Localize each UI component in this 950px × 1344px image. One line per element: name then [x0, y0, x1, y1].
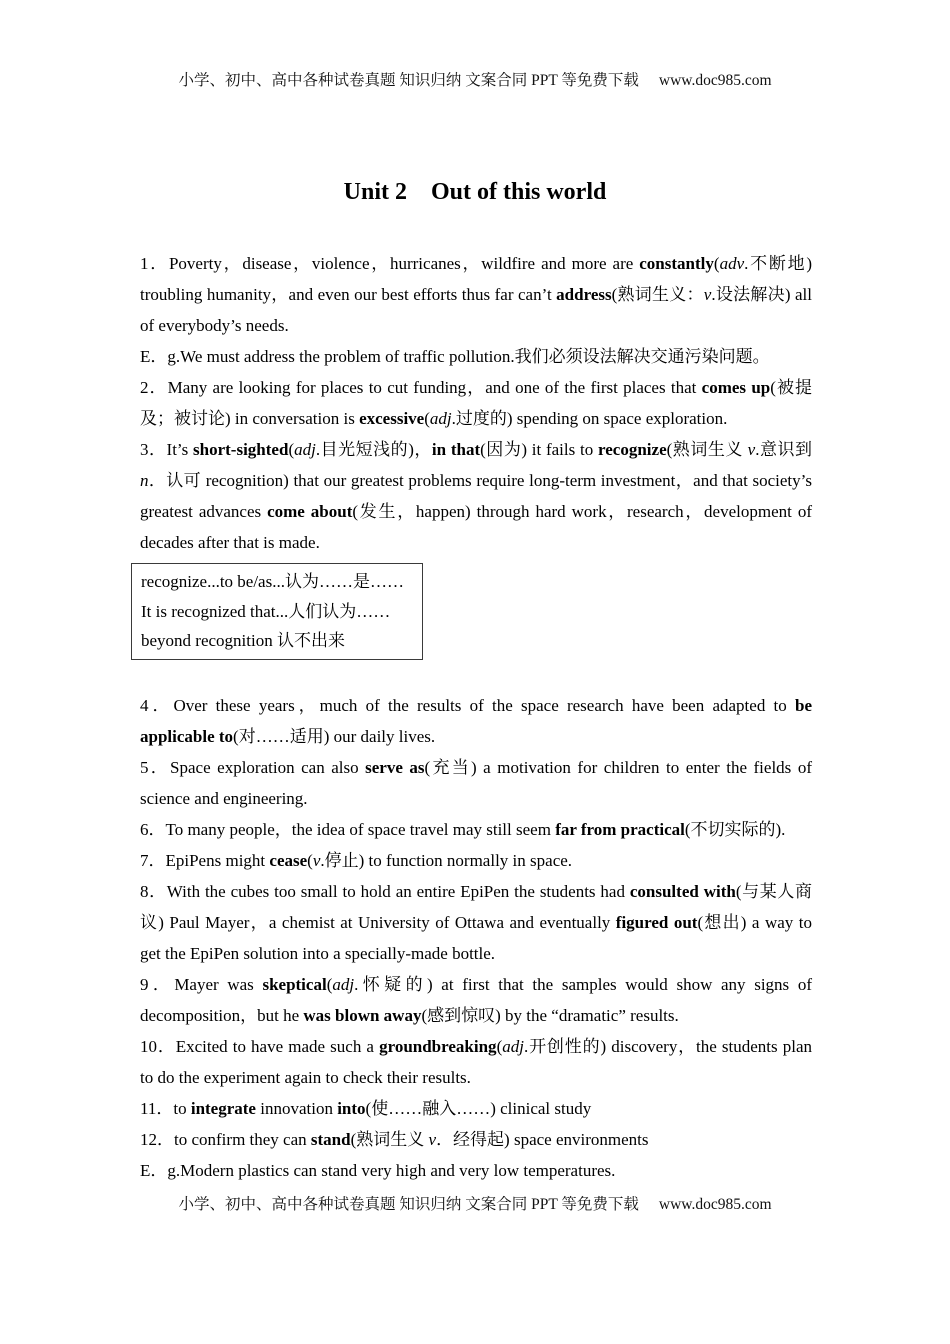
recognize-phrases-box [131, 563, 423, 660]
vocab-item-2: 2．Many are looking for places to cut funding，and one of the first places that comes up(被提及；被讨论) in conversation is excessive(adj.过度的) spending on space exploration. [140, 378, 812, 428]
header-url: www.doc985.com [658, 72, 772, 89]
vocab-item-4: 4．Over these years，much of the results of the space research have been adapted to be applicable to(对……适用) our daily lives. [140, 695, 812, 746]
vocab-item-5: 5．Space exploration can also serve as(充当) a motivation for children to enter the fields of science and engineering. [140, 757, 812, 808]
example-sentence-address: E．g.We must address the problem of traffic pollution.我们必须设法解决交通污染问题。 [140, 347, 770, 366]
page-footer [0, 1192, 950, 1214]
example-sentence-stand: E．g.Modern plastics can stand very high and very low temperatures. [140, 1160, 616, 1180]
page-header [0, 68, 950, 90]
footer-text: 小学、初中、高中各种试卷真题 知识归纳 文案合同 PPT 等免费下载 [178, 1196, 639, 1213]
header-text: 小学、初中、高中各种试卷真题 知识归纳 文案合同 PPT 等免费下载 [178, 72, 639, 89]
vocab-item-9: 9．Mayer was skeptical(adj.怀疑的) at first that the samples would show any signs of decomposition，but he was blown away(感到惊叹) by the “dramatic” results. [140, 974, 812, 1025]
vocab-item-12: 12．to confirm they can stand(熟词生义 v．经得起) space environments [140, 1129, 649, 1149]
vocab-item-8: 8．With the cubes too small to hold an entire EpiPen the students had consulted with(与某人商议) Paul Mayer，a chemist at University of Ottawa and eventually figured out(想出) a way to get the EpiPen solution into a specially-made bottle. [140, 881, 812, 963]
vocab-item-6: 6．To many people，the idea of space travel may still seem far from practical(不切实际的). [140, 819, 786, 839]
document-body [140, 248, 812, 1186]
vocab-item-11: 11．to integrate innovation into(使……融入……) clinical study [140, 1098, 592, 1118]
footer-url: www.doc985.com [658, 1196, 772, 1213]
vocab-item-7: 7．EpiPens might cease(v.停止) to function normally in space. [140, 850, 573, 870]
vocab-item-1: 1．Poverty，disease，violence，hurricanes，wildfire and more are constantly(adv.不断地) troubling humanity，and even our best efforts thus far can’t address(熟词生义：v.设法解决) all of everybody’s needs. [140, 254, 812, 335]
note-line-3: beyond recognition 认不出来 [141, 631, 345, 650]
document-title: Unit 2 Out of this world [343, 179, 607, 205]
note-line-2: It is recognized that...人们认为…… [141, 601, 391, 621]
note-line-1: recognize...to be/as...认为……是…… [141, 572, 404, 591]
vocab-item-10: 10．Excited to have made such a groundbreaking(adj.开创性的) discovery，the students plan to do the experiment again to check their results. [140, 1036, 812, 1087]
vocab-item-3: 3．It’s short-sighted(adj.目光短浅的)，in that(因为) it fails to recognize(熟词生义 v.意识到 n．认可 recognition) that our greatest problems require long-term investment，and that society’s greatest advances come about(发生，happen) through hard work，research，development of decades after that is made. [140, 440, 812, 552]
